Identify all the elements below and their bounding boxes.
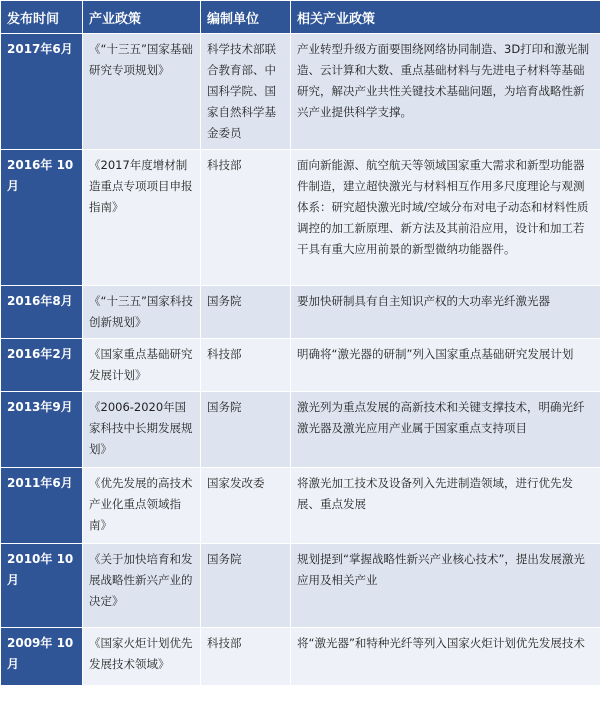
table-row [1, 339, 600, 392]
row-date: 2017年6月 [1, 34, 83, 150]
row-date: 2009年 10月 [1, 628, 83, 686]
row-content: 要加快研制具有自主知识产权的大功率光纤激光器 [291, 286, 600, 339]
table-row [1, 468, 600, 544]
table-row [1, 392, 600, 468]
row-content: 规划提到“掌握战略性新兴产业核心技术”，提出发展激光应用及相关产业 [291, 544, 600, 628]
row-content: 明确将“激光器的研制”列入国家重点基础研究发展计划 [291, 339, 600, 392]
header-org: 编制单位 [201, 1, 291, 34]
row-policy: 《“十三五”国家基础研究专项规划》 [83, 34, 201, 150]
table-row [1, 544, 600, 628]
row-policy: 《2006-2020年国家科技中长期发展规划》 [83, 392, 201, 468]
row-policy: 《“十三五”国家科技创新规划》 [83, 286, 201, 339]
row-content: 将“激光器”和特种光纤等列入国家火炬计划优先发展技术 [291, 628, 600, 686]
table-row [1, 150, 600, 286]
row-org: 科技部 [201, 339, 291, 392]
row-content: 激光列为重点发展的高新技术和关键支撑技术，明确光纤激光器及激光应用产业属于国家重点支持项目 [291, 392, 600, 468]
row-policy: 《国家火炬计划优先发展技术领域》 [83, 628, 201, 686]
row-org: 国家发改委 [201, 468, 291, 544]
row-policy: 《2017年度增材制造重点专项项目申报指南》 [83, 150, 201, 286]
row-date: 2016年 10月 [1, 150, 83, 286]
table-row [1, 286, 600, 339]
row-content: 将激光加工技术及设备列入先进制造领域，进行优先发展、重点发展 [291, 468, 600, 544]
header-date: 发布时间 [1, 1, 83, 34]
row-date: 2016年2月 [1, 339, 83, 392]
table-header [1, 1, 600, 34]
row-policy: 《关于加快培育和发展战略性新兴产业的决定》 [83, 544, 201, 628]
row-org: 科学技术部联合教育部、中国科学院、国家自然科学基金委员 [201, 34, 291, 150]
row-org: 国务院 [201, 392, 291, 468]
row-org: 科技部 [201, 150, 291, 286]
row-org: 国务院 [201, 286, 291, 339]
table-row [1, 628, 600, 686]
header-content: 相关产业政策 [291, 1, 600, 34]
header-policy: 产业政策 [83, 1, 201, 34]
row-date: 2011年6月 [1, 468, 83, 544]
row-date: 2013年9月 [1, 392, 83, 468]
row-date: 2010年 10月 [1, 544, 83, 628]
row-policy: 《优先发展的高技术产业化重点领域指南》 [83, 468, 201, 544]
row-content: 面向新能源、航空航天等领域国家重大需求和新型功能器件制造，建立超快激光与材料相互作用多尺度理论与观测体系：研究超快激光时域/空域分布对电子动态和材料性质调控的加工新原理、新方法及其前沿应用，设计和加工若干具有重大应用前景的新型微纳功能器件。 [291, 150, 600, 286]
table-body [1, 34, 600, 686]
table-row [1, 34, 600, 150]
row-org: 科技部 [201, 628, 291, 686]
row-org: 国务院 [201, 544, 291, 628]
row-policy: 《国家重点基础研究发展计划》 [83, 339, 201, 392]
row-content: 产业转型升级方面要围绕网络协同制造、3D打印和激光制造、云计算和大数、重点基础材料与先进电子材料等基础研究，解决产业共性关键技术基础问题，为培育战略性新兴产业提供科学支撑。 [291, 34, 600, 150]
row-date: 2016年8月 [1, 286, 83, 339]
